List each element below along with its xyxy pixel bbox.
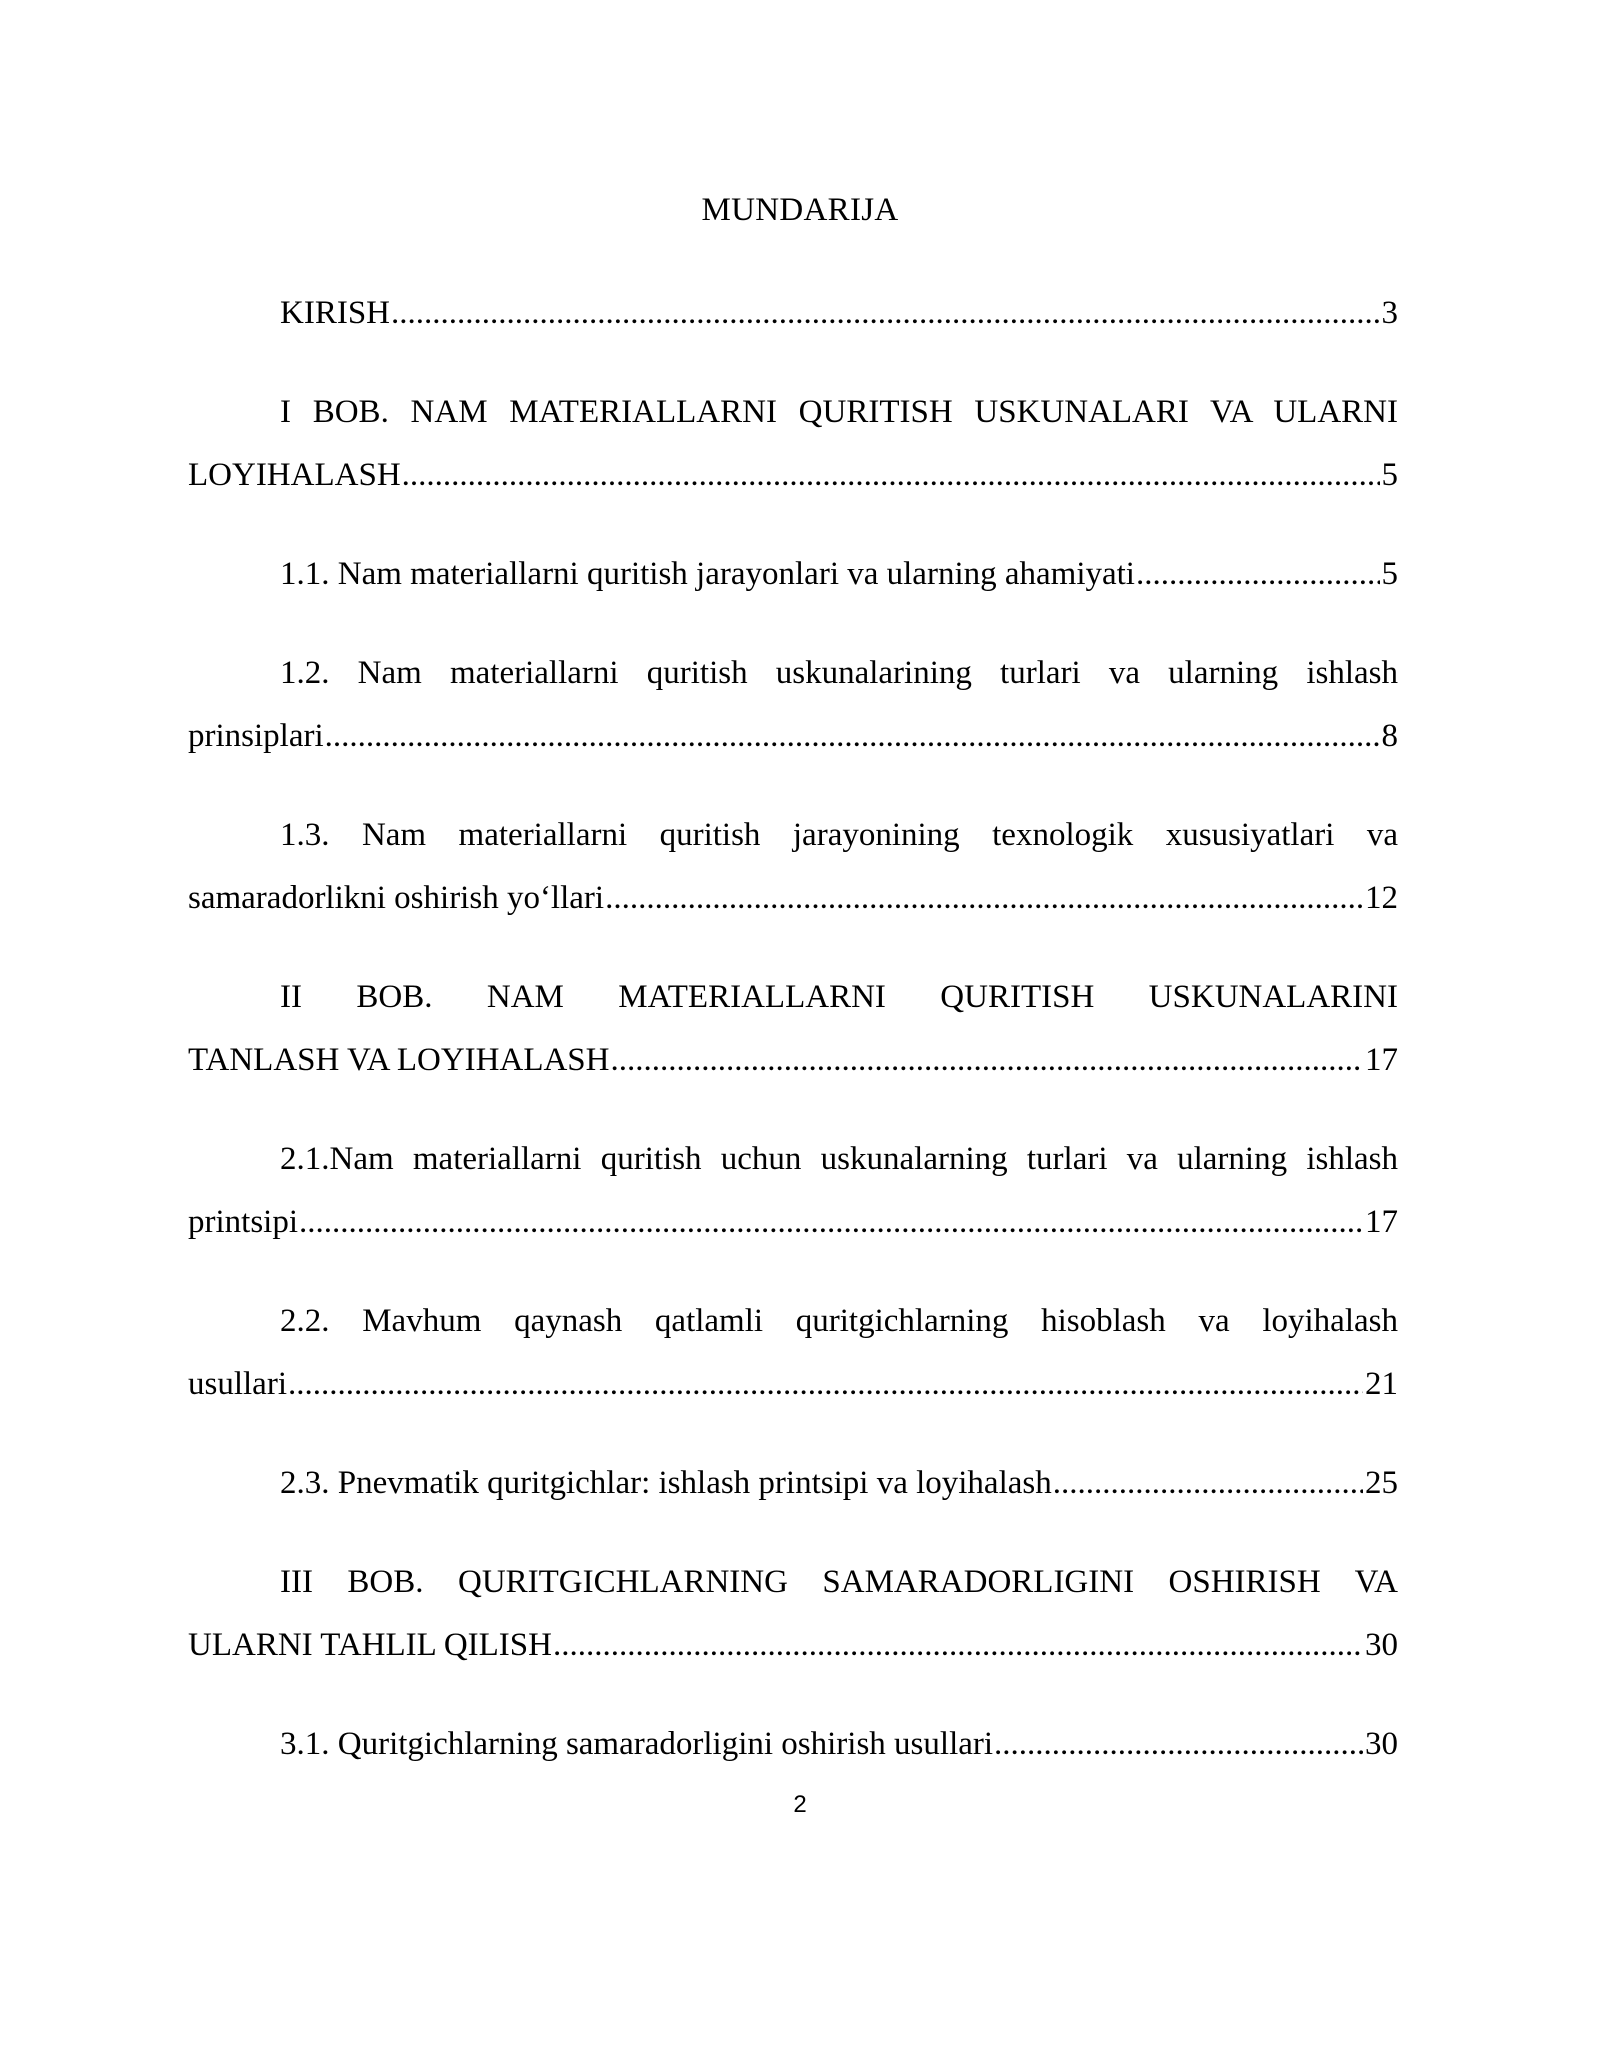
toc-entry-text-line1: 2.2. Mavhum qaynash qatlamli quritgichlarning hisoblash va loyihalash bbox=[280, 1303, 1398, 1339]
toc-entry-chapter-3[interactable] bbox=[188, 1551, 1398, 1677]
toc-page-number: 25 bbox=[1365, 1465, 1398, 1501]
toc-entry-text-line2: prinsiplari bbox=[188, 718, 324, 754]
toc-entry-text: 2.3. Pnevmatik quritgichlar: ishlash printsipi va loyihalash bbox=[280, 1465, 1052, 1501]
page-title: MUNDARIJA bbox=[701, 192, 899, 228]
toc-entry-text-line1: II BOB. NAM MATERIALLARNI QURITISH USKUNALARINI bbox=[280, 979, 1398, 1015]
toc-page-number: 5 bbox=[1381, 556, 1398, 592]
toc-entry-text: KIRISH bbox=[280, 295, 391, 331]
toc-entry-2-3[interactable] bbox=[188, 1452, 1398, 1515]
toc-page-number: 8 bbox=[1381, 718, 1398, 754]
toc-entry-text-line2: LOYIHALASH bbox=[188, 457, 401, 493]
toc-leader-dots bbox=[325, 705, 1380, 768]
toc-leader-dots bbox=[402, 444, 1380, 507]
toc-page-number: 12 bbox=[1365, 880, 1398, 916]
toc-entry-text-line1: 1.2. Nam materiallarni quritish uskunalarining turlari va ularning ishlash bbox=[280, 655, 1398, 691]
toc-entry-text-line1: 1.3. Nam materiallarni quritish jarayonining texnologik xususiyatlari va bbox=[280, 817, 1398, 853]
toc-entry-1-2[interactable] bbox=[188, 642, 1398, 768]
toc-leader-dots bbox=[288, 1353, 1363, 1416]
toc-entry-text-line2: usullari bbox=[188, 1366, 287, 1402]
toc-entry-1-1[interactable] bbox=[188, 543, 1398, 606]
toc-page-number: 5 bbox=[1381, 457, 1398, 493]
toc-leader-dots bbox=[611, 1029, 1364, 1092]
toc-entry-3-1[interactable] bbox=[188, 1713, 1398, 1776]
toc-leader-dots bbox=[1053, 1452, 1363, 1515]
toc-entry-text-line1: 2.1.Nam materiallarni quritish uchun uskunalarning turlari va ularning ishlash bbox=[280, 1141, 1398, 1177]
toc-entry-chapter-1[interactable] bbox=[188, 381, 1398, 507]
toc-entry-text: 3.1. Quritgichlarning samaradorligini oshirish usullari bbox=[280, 1726, 994, 1762]
toc-entry-text-line2: ULARNI TAHLIL QILISH bbox=[188, 1627, 552, 1663]
toc-page-number: 3 bbox=[1381, 295, 1398, 331]
toc-page-number: 30 bbox=[1365, 1726, 1398, 1762]
toc-entry-text-line2: printsipi bbox=[188, 1204, 299, 1240]
page-number: 2 bbox=[793, 1791, 807, 1818]
toc-entry-1-3[interactable] bbox=[188, 804, 1398, 930]
toc-entry-text-line2: TANLASH VA LOYIHALASH bbox=[188, 1042, 610, 1078]
toc-page-number: 21 bbox=[1365, 1366, 1398, 1402]
toc-leader-dots bbox=[605, 867, 1363, 930]
toc-entry-text-line2: samaradorlikni oshirish yo‘llari bbox=[188, 880, 605, 916]
toc-leader-dots bbox=[1136, 543, 1380, 606]
toc-entry-kirish[interactable] bbox=[188, 282, 1398, 345]
toc-entry-2-2[interactable] bbox=[188, 1290, 1398, 1416]
toc-leader-dots bbox=[994, 1713, 1363, 1776]
toc-page-number: 30 bbox=[1365, 1627, 1398, 1663]
toc-page-number: 17 bbox=[1365, 1204, 1398, 1240]
toc-leader-dots bbox=[553, 1614, 1363, 1677]
table-of-contents bbox=[188, 282, 1398, 1812]
toc-leader-dots bbox=[391, 282, 1379, 345]
toc-leader-dots bbox=[299, 1191, 1363, 1254]
toc-entry-text-line1: III BOB. QURITGICHLARNING SAMARADORLIGINI OSHIRISH VA bbox=[280, 1564, 1398, 1600]
toc-entry-chapter-2[interactable] bbox=[188, 966, 1398, 1092]
toc-entry-2-1[interactable] bbox=[188, 1128, 1398, 1254]
toc-entry-text: 1.1. Nam materiallarni quritish jarayonlari va ularning ahamiyati bbox=[280, 556, 1135, 592]
toc-entry-text-line1: I BOB. NAM MATERIALLARNI QURITISH USKUNALARI VA ULARNI bbox=[280, 394, 1398, 430]
toc-page-number: 17 bbox=[1365, 1042, 1398, 1078]
